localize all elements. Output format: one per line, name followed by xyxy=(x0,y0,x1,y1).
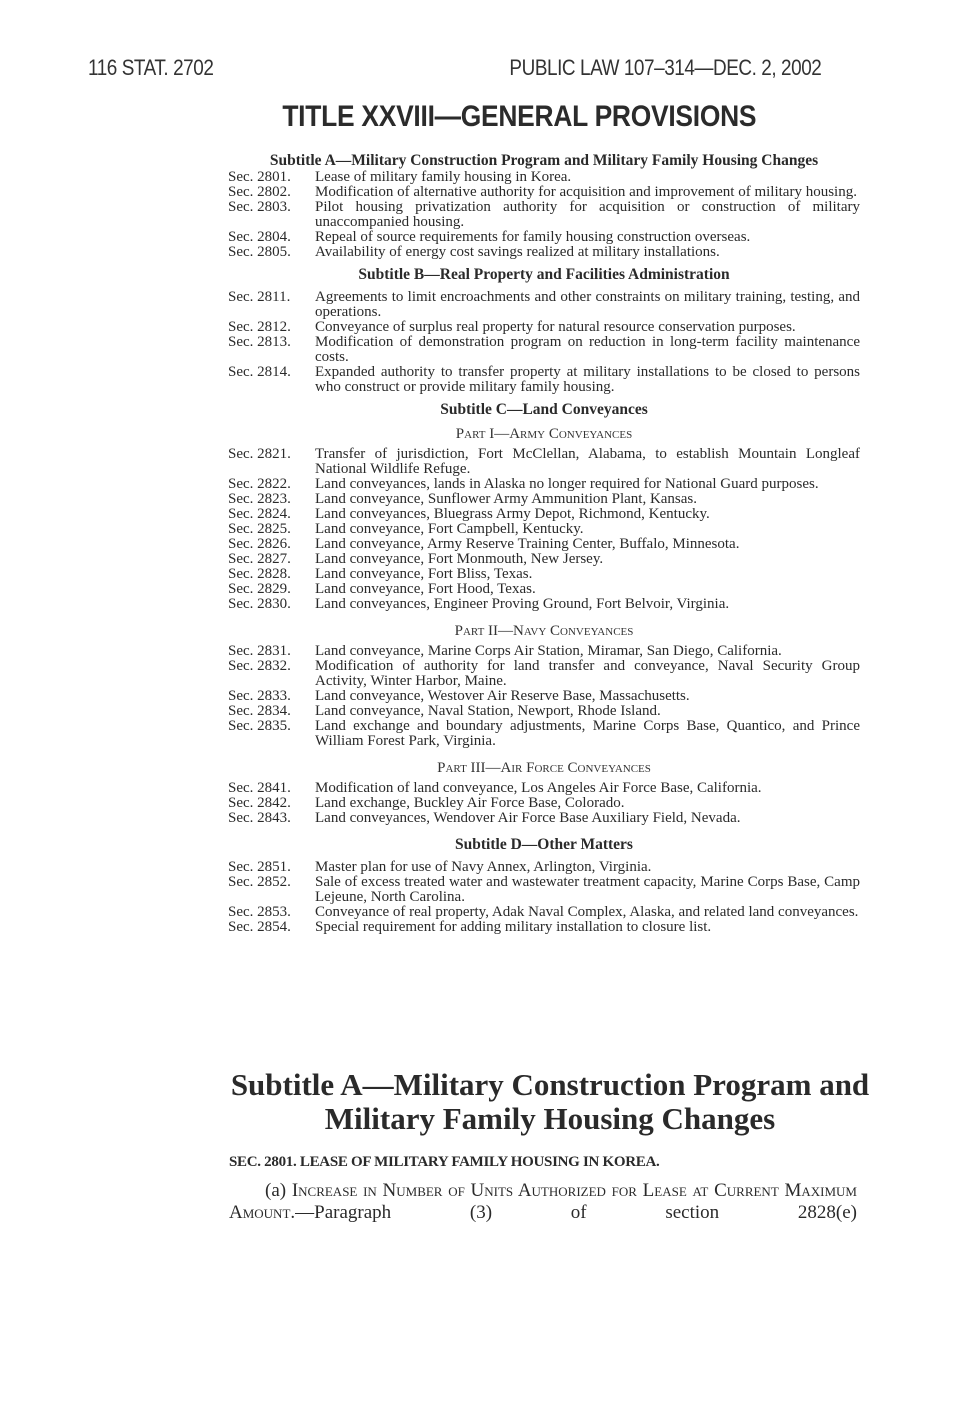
paragraph-text: —Paragraph (3) of section 2828(e) xyxy=(295,1202,857,1223)
page-number: 116 STAT. 2702 xyxy=(88,55,214,80)
toc-row: Sec. 2804. Repeal of source requirements for family housing construction overseas. xyxy=(228,229,751,245)
paragraph-prefix: (a) xyxy=(265,1180,292,1201)
toc-row: Sec. 2801. Lease of military family housing in Korea. xyxy=(228,169,572,185)
toc-subtitle-d-heading: Subtitle D—Other Matters xyxy=(455,836,633,853)
toc-row: Sec. 2826. Land conveyance, Army Reserve Training Center, Buffalo, Minnesota. xyxy=(228,536,740,552)
toc-row: Sec. 2841. Modification of land conveyance, Los Angeles Air Force Base, California. xyxy=(228,780,762,796)
toc-part-3-heading: Part III—Air Force Conveyances xyxy=(437,760,651,776)
toc-subtitle-b-list xyxy=(228,290,860,395)
toc-row: Sec. 2813. Modification of demonstration program on reduction in long-term facility maintenance costs. xyxy=(228,334,860,365)
title-heading: TITLE XXVIII—GENERAL PROVISIONS xyxy=(282,100,756,133)
toc-row: Sec. 2832. Modification of authority for land transfer and conveyance, Naval Security Group Activity, Winter Harbor, Maine. xyxy=(228,658,860,689)
toc-row: Sec. 2823. Land conveyance, Sunflower Army Ammunition Plant, Kansas. xyxy=(228,491,698,507)
toc-part-1-heading: Part I—Army Conveyances xyxy=(455,426,633,442)
section-2801-paragraph-a xyxy=(229,1180,857,1224)
toc-row: Sec. 2831. Land conveyance, Marine Corps Air Station, Miramar, San Diego, California. xyxy=(228,643,782,659)
toc-row: Sec. 2821. Transfer of jurisdiction, Fort McClellan, Alabama, to establish Mountain Longleaf National Wildlife Refuge. xyxy=(228,446,860,477)
toc-part-2-heading: Part II—Navy Conveyances xyxy=(454,623,634,639)
toc-row: Sec. 2853. Conveyance of real property, Adak Naval Complex, Alaska, and related land conveyances. xyxy=(228,904,859,920)
table-of-contents xyxy=(228,152,860,935)
toc-row: Sec. 2842. Land exchange, Buckley Air Force Base, Colorado. xyxy=(228,795,625,811)
toc-row: Sec. 2834. Land conveyance, Naval Station, Newport, Rhode Island. xyxy=(228,703,661,719)
toc-part-1-list xyxy=(228,447,860,612)
toc-row: Sec. 2814. Expanded authority to transfer property at military installations to be closed to persons who construct or provide military family housing. xyxy=(228,364,860,395)
toc-row: Sec. 2829. Land conveyance, Fort Hood, Texas. xyxy=(228,581,536,597)
section-2801-heading: SEC. 2801. LEASE OF MILITARY FAMILY HOUSING IN KOREA. xyxy=(229,1154,660,1170)
law-citation: PUBLIC LAW 107–314—DEC. 2, 2002 xyxy=(509,55,822,80)
toc-row: Sec. 2854. Special requirement for adding military installation to closure list. xyxy=(228,919,712,935)
toc-row: Sec. 2833. Land conveyance, Westover Air Reserve Base, Massachusetts. xyxy=(228,688,690,704)
toc-part-2-list xyxy=(228,644,860,749)
toc-subtitle-a-heading: Subtitle A—Military Construction Program and Military Family Housing Changes xyxy=(269,152,819,169)
toc-row: Sec. 2835. Land exchange and boundary adjustments, Marine Corps Base, Quantico, and Prince William Forest Park, Virginia. xyxy=(228,718,860,749)
toc-row: Sec. 2822. Land conveyances, lands in Alaska no longer required for National Guard purposes. xyxy=(228,476,819,492)
toc-row: Sec. 2827. Land conveyance, Fort Monmouth, New Jersey. xyxy=(228,551,604,567)
toc-row: Sec. 2852. Sale of excess treated water and wastewater treatment capacity, Marine Corps Base, Camp Lejeune, North Carolina. xyxy=(228,874,860,905)
toc-subtitle-b-heading: Subtitle B—Real Property and Facilities Administration xyxy=(358,266,730,283)
toc-row: Sec. 2843. Land conveyances, Wendover Air Force Base Auxiliary Field, Nevada. xyxy=(228,810,741,826)
toc-row: Sec. 2803. Pilot housing privatization authority for acquisition or construction of military unaccompanied housing. xyxy=(228,199,860,230)
subtitle-a-heading: Subtitle A—Military Construction Program and Military Family Housing Changes xyxy=(230,1067,870,1136)
toc-row: Sec. 2811. Agreements to limit encroachments and other constraints on military training, testing, and operations. xyxy=(228,289,860,320)
toc-row: Sec. 2812. Conveyance of surplus real property for natural resource conservation purposes. xyxy=(228,319,796,335)
toc-row: Sec. 2830. Land conveyances, Engineer Proving Ground, Fort Belvoir, Virginia. xyxy=(228,596,730,612)
toc-row: Sec. 2825. Land conveyance, Fort Campbell, Kentucky. xyxy=(228,521,584,537)
toc-subtitle-d-list xyxy=(228,860,860,935)
toc-subtitle-c-heading: Subtitle C—Land Conveyances xyxy=(440,401,648,418)
toc-row: Sec. 2824. Land conveyances, Bluegrass Army Depot, Richmond, Kentucky. xyxy=(228,506,710,522)
toc-row: Sec. 2851. Master plan for use of Navy Annex, Arlington, Virginia. xyxy=(228,859,652,875)
paragraph-caption: Increase in Number of Units Authorized for Lease at Current Maximum Amount. xyxy=(229,1180,857,1223)
toc-subtitle-a-list xyxy=(228,170,860,260)
toc-row: Sec. 2828. Land conveyance, Fort Bliss, Texas. xyxy=(228,566,533,582)
toc-row: Sec. 2805. Availability of energy cost savings realized at military installations. xyxy=(228,244,720,260)
toc-part-3-list xyxy=(228,781,860,826)
toc-row: Sec. 2802. Modification of alternative authority for acquisition and improvement of military housing. xyxy=(228,184,857,200)
